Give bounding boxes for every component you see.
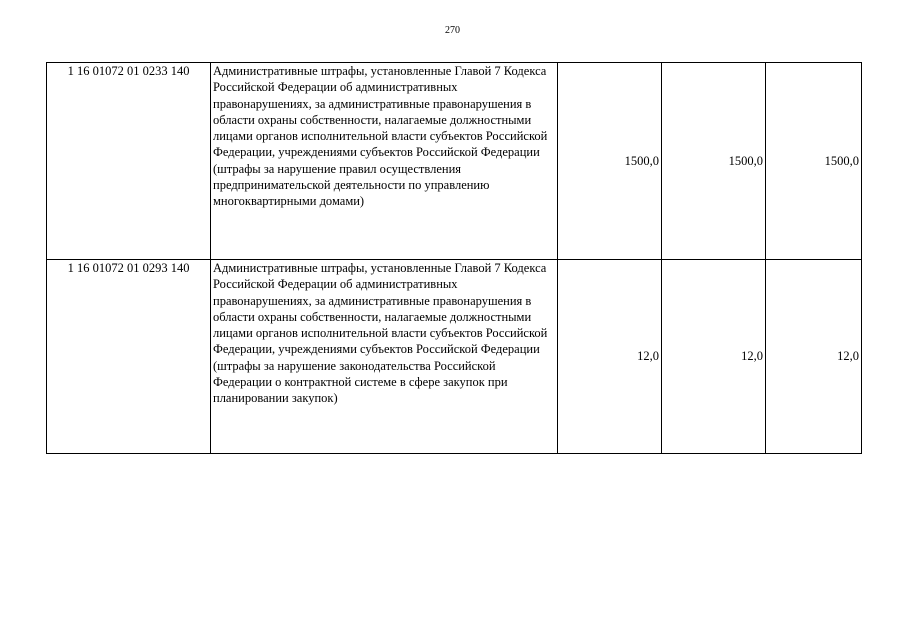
amount-year-3: 12,0 [766, 260, 862, 454]
page-number: 270 [445, 25, 460, 36]
amount-year-1: 12,0 [558, 260, 662, 454]
amount-year-3: 1500,0 [766, 63, 862, 260]
revenue-name: Административные штрафы, установленные Главой 7 Кодекса Российской Федерации об административных правонарушениях, за административные правонарушения в области охраны собственности, налагаемые должностными лицами органов исполнительной власти субъектов Российской Федерации, учреждениями субъектов Российской Федерации (штрафы за нарушение правил осуществления предпринимательской деятельности по управлению многоквартирными домами) [211, 63, 558, 260]
table-row [47, 63, 862, 260]
classification-code: 1 16 01072 01 0233 140 [47, 63, 211, 260]
revenue-table [46, 62, 862, 454]
amount-year-2: 1500,0 [662, 63, 766, 260]
classification-code: 1 16 01072 01 0293 140 [47, 260, 211, 454]
table-row [47, 260, 862, 454]
amount-year-1: 1500,0 [558, 63, 662, 260]
amount-year-2: 12,0 [662, 260, 766, 454]
revenue-name: Административные штрафы, установленные Главой 7 Кодекса Российской Федерации об административных правонарушениях, за административные правонарушения в области охраны собственности, налагаемые должностными лицами органов исполнительной власти субъектов Российской Федерации, учреждениями субъектов Российской Федерации (штрафы за нарушение законодательства Российской Федерации о контрактной системе в сфере закупок при планировании закупок) [211, 260, 558, 454]
